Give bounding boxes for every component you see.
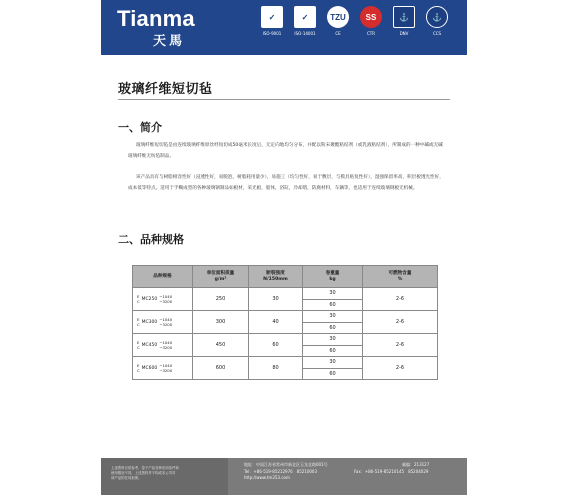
footer-contact	[244, 462, 464, 482]
fax-text: Fax：+86-519-85210145 85204029	[354, 468, 429, 474]
cell-strength: 60	[249, 334, 303, 357]
cell-combustible: 2-6	[363, 288, 438, 311]
cell-roll-weight: 30	[303, 311, 363, 323]
cell-strength: 80	[249, 357, 303, 380]
col-header-strength: 断裂强度 N/150mm	[249, 266, 303, 288]
tzu-icon: TZU CE	[325, 6, 351, 36]
zip-text: 邮编：213127	[402, 462, 430, 467]
phone-text: Tel：+86-519-85212976 85210003	[244, 468, 318, 474]
cell-mass: 250	[193, 288, 249, 311]
address-text: 地址：中国江苏省常州市新北区玉龙北路001号	[244, 462, 328, 467]
col-header-roll-weight: 卷重量 kg	[303, 266, 363, 288]
cell-mass: 300	[193, 311, 249, 334]
document-title: 玻璃纤维短切毡	[118, 82, 213, 97]
section-heading-specs: 二、品种规格	[118, 233, 184, 246]
ctr-icon: SS CTR	[358, 6, 384, 36]
intro-paragraph-2: 该产品具有与树脂相容性好（浸透性好，易脱泡，树脂耗用量少），易施工（均匀性好，易于敷层，与模具贴复性好），湿强保留率高，积层板透光性好，成本低等特点。适用于手糊成型的各种玻璃钢制品如板材，采光板，船体，浴缸，冷却塔，防腐材料，车辆等，也适用于连续玻璃钢板无机械。	[128, 175, 444, 191]
cell-roll-weight: 30	[303, 288, 363, 300]
table-row	[133, 288, 438, 300]
cell-type: E C MC450 −1040 −3200	[133, 334, 193, 357]
iso14001-icon: ✓ ISO-14001	[292, 6, 318, 36]
cell-roll-weight: 60	[303, 345, 363, 357]
section-heading-intro: 一、简介	[118, 121, 162, 134]
cell-roll-weight: 30	[303, 357, 363, 369]
title-divider	[118, 99, 450, 100]
cell-mass: 450	[193, 334, 249, 357]
logo-text-en: Tianma	[117, 6, 195, 31]
spec-table	[132, 265, 438, 380]
cell-combustible: 2-6	[363, 357, 438, 380]
table-row	[133, 334, 438, 346]
cell-combustible: 2-6	[363, 334, 438, 357]
cell-roll-weight: 60	[303, 322, 363, 334]
logo-text-cn: 天馬	[153, 34, 186, 49]
document-page	[101, 0, 467, 495]
header-banner	[101, 0, 467, 55]
cell-combustible: 2-6	[363, 311, 438, 334]
cell-roll-weight: 60	[303, 299, 363, 311]
iso9001-icon: ✓ ISO-9001	[259, 6, 285, 36]
table-row	[133, 357, 438, 369]
cell-type: E C MC600 −1040 −3200	[133, 357, 193, 380]
cell-strength: 30	[249, 288, 303, 311]
cell-roll-weight: 60	[303, 368, 363, 380]
cell-mass: 600	[193, 357, 249, 380]
cell-strength: 40	[249, 311, 303, 334]
footer-disclaimer: 上述资料仅供参考，鉴于产品各种应用条件和 使用情况不同，上述资料并不构成本公司对 该产品的任何担保。	[101, 458, 228, 495]
table-header-row	[133, 266, 438, 288]
col-header-combustible: 可燃物含量 %	[363, 266, 438, 288]
certification-badges	[259, 6, 459, 51]
cell-type: E C MC250 −1040 −3200	[133, 288, 193, 311]
dnv-icon: ⚓ DNV	[391, 6, 417, 36]
ccs-icon: ⚓ CCS	[424, 6, 450, 36]
footer-bar	[101, 458, 467, 495]
col-header-mass: 单位面积质量 g/m²	[193, 266, 249, 288]
website-link[interactable]: http://www.tm253.com	[244, 475, 290, 480]
company-logo	[117, 6, 227, 50]
cell-type: E C MC300 −1040 −3200	[133, 311, 193, 334]
intro-paragraph-1: 玻璃纤维短切毡是由连续玻璃纤维原丝经短切成50毫米长度后，无定向地均匀分布，并配以粉末聚酯粘结剂（或乳液粘结剂），所制成的一种中碱或无碱玻璃纤维无纺毡制品。	[128, 143, 443, 159]
col-header-type: 品种规格	[133, 266, 193, 288]
cell-roll-weight: 30	[303, 334, 363, 346]
table-row	[133, 311, 438, 323]
